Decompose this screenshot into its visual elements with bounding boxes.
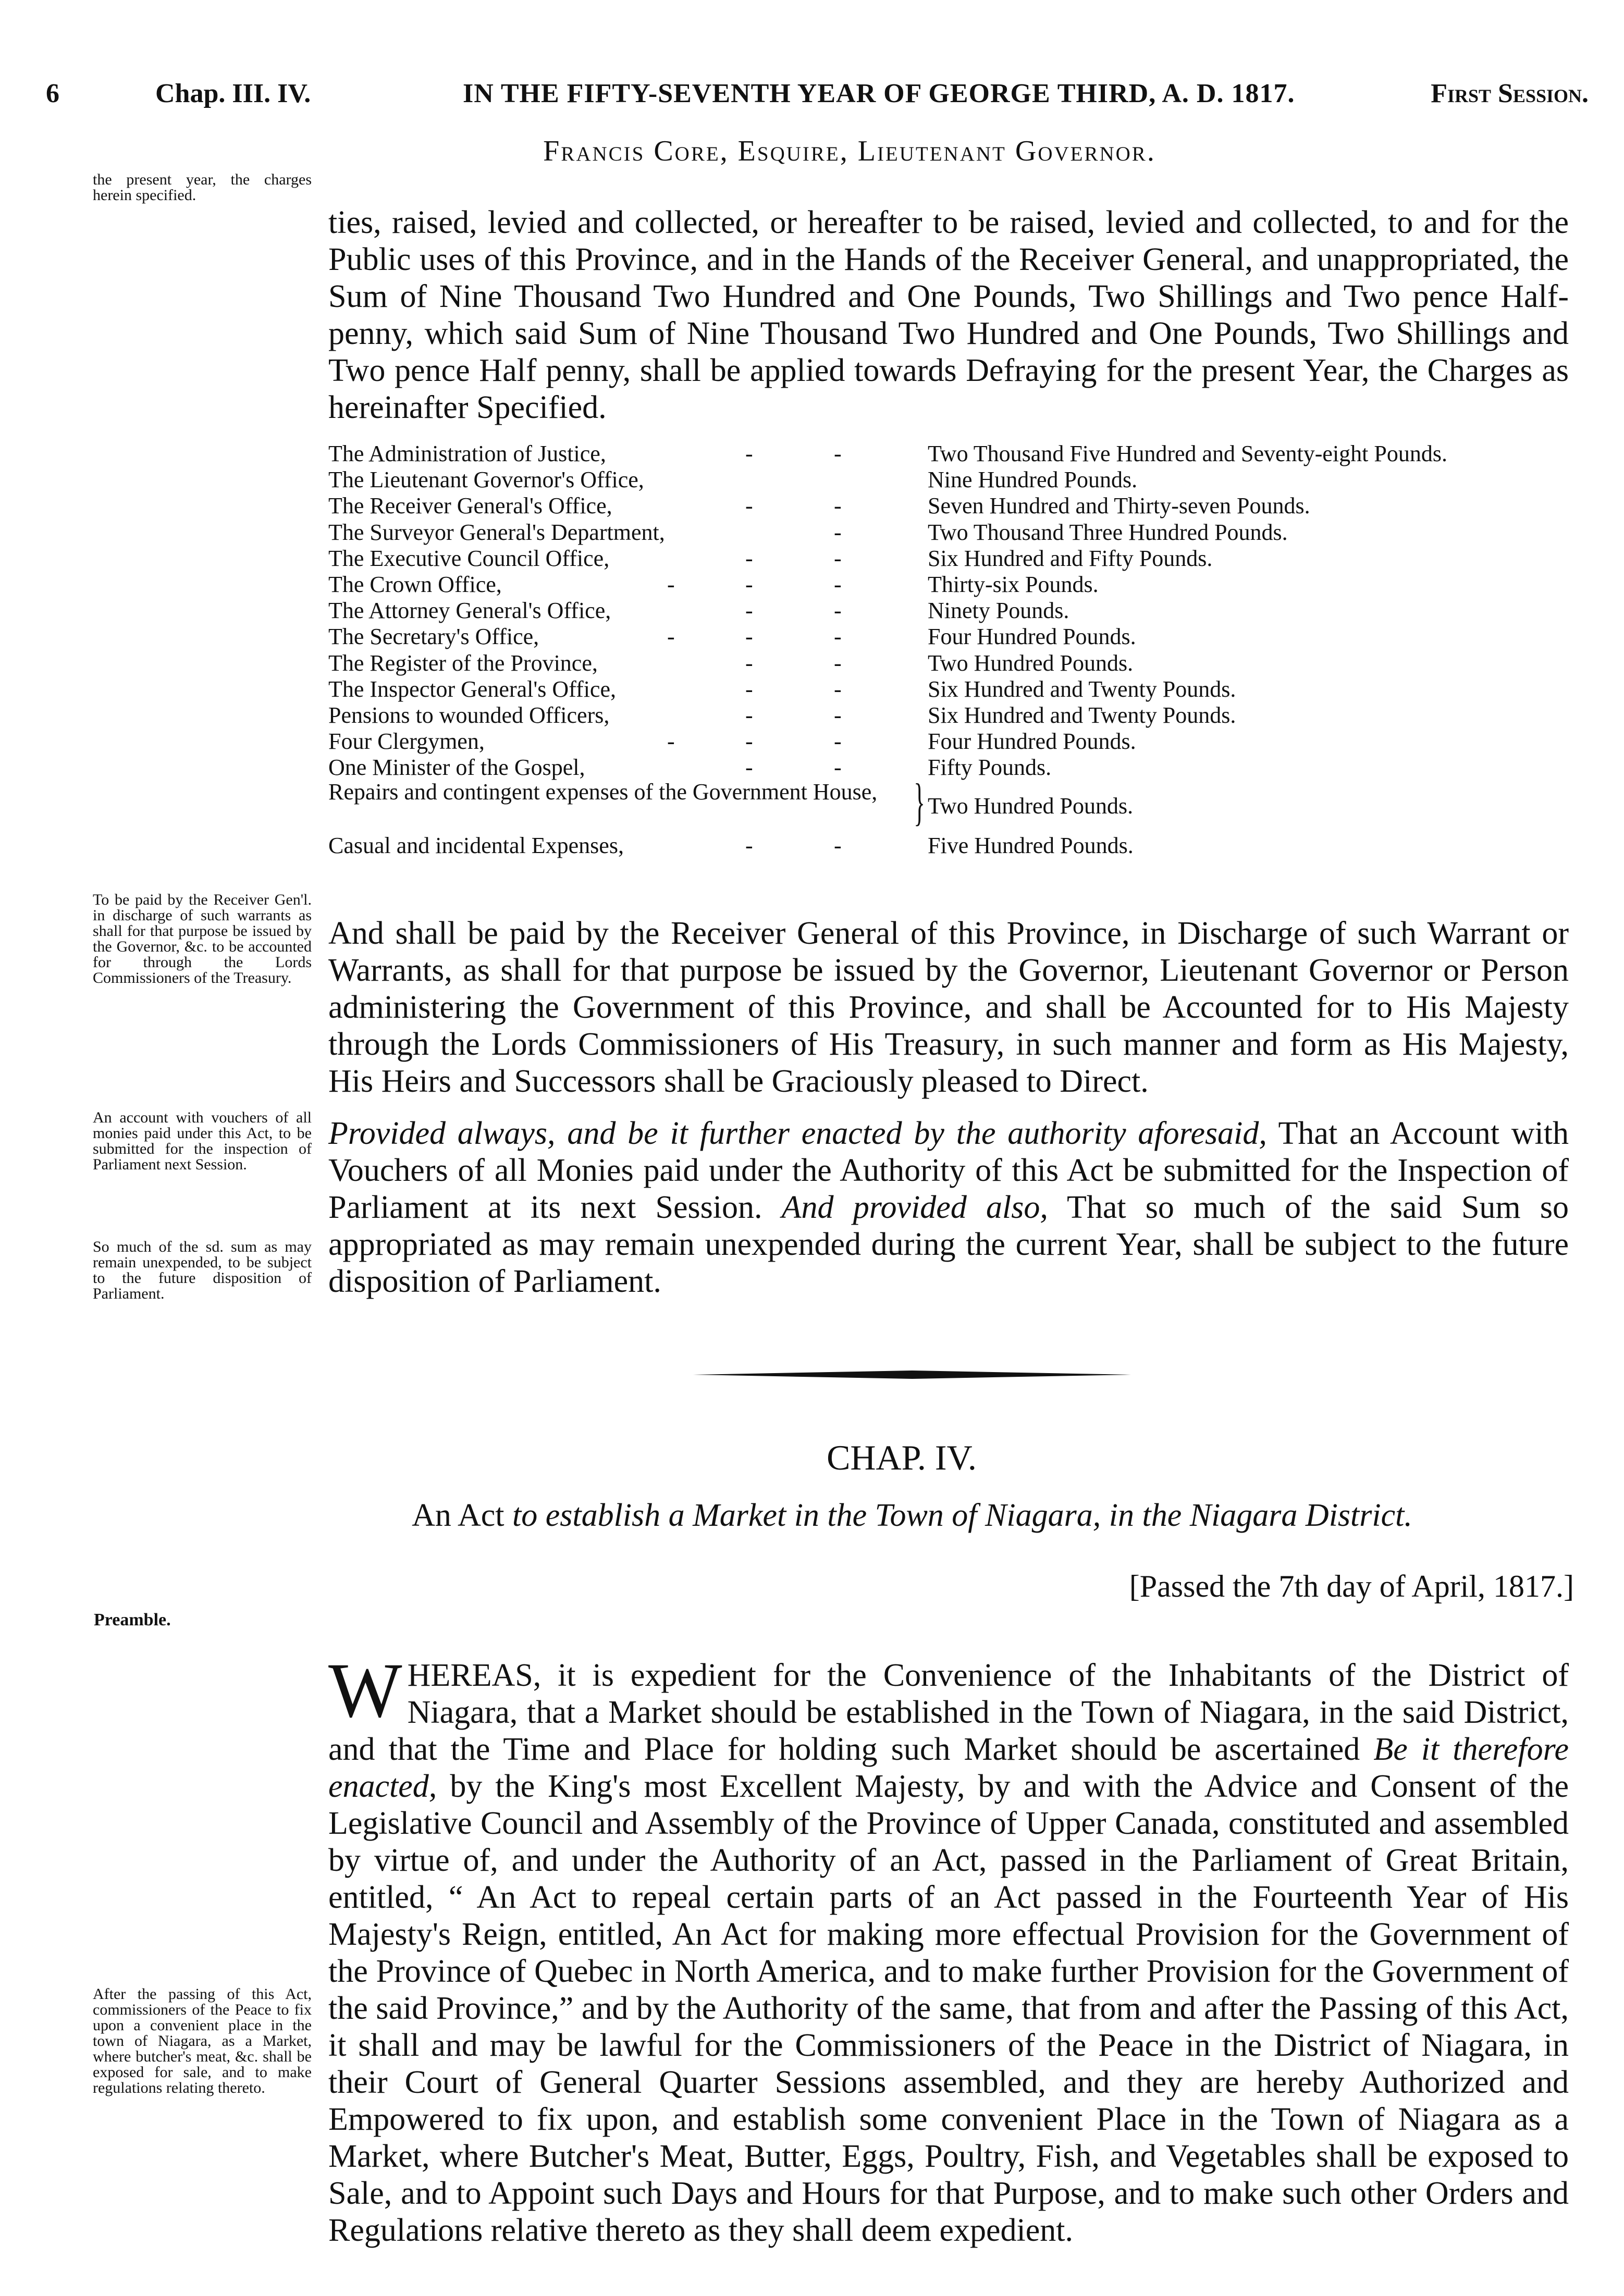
proviso-text: That so much of the said Sum so appropriated as may remain unexpended during the current Year, shall be subject to the future disposition of Parliament. bbox=[328, 1190, 1569, 1299]
row-item: The Executive Council Office, bbox=[328, 545, 610, 571]
market-text: by the King's most Excellent Majesty, by and with the Advice and Consent of the Legislative Council and Assembly of the Province of Upper Canada, constituted and assembled by virtue of, and under the Authority of an Act, passed in the Parliament of Great Britain, entitled, “ An Act to repeal certain parts of an Act passed in the Fourteenth Year of His Majesty's Reign, entitled, An Act for making more effectual Provision for the Government of the Province of Quebec in North America, and to make further Provision for the Government of the said Province,” and by the Authority of the same, that from and after the Passing of this Act, it shall and may be lawful for the Commissioners of the Peace in the District of Niagara, in their Court of General Quarter Sessions assembled, and they are hereby Authorized and Empowered to fix upon, and establish some convenient Place in the Town of Niagara as a Market, where Butcher's Meat, Butter, Eggs, Poultry, Fish, and Vegetables shall be exposed to Sale, and to Appoint such Days and Hours for that Purpose, and to make such other Orders and Regulations relative thereto as they shall deem expedient. bbox=[328, 1769, 1569, 2248]
row-amount: Six Hundred and Twenty Pounds. bbox=[928, 702, 1236, 728]
row-amount: Four Hundred Pounds. bbox=[928, 624, 1136, 650]
row-item: Pensions to wounded Officers, bbox=[328, 702, 610, 728]
margin-note-unexpended: So much of the sd. sum as may remain unexpended, to be subject to the future disposition of Parliament. bbox=[93, 1238, 312, 1302]
table-row bbox=[328, 773, 1590, 832]
row-dash: - bbox=[745, 833, 753, 859]
table-row bbox=[328, 650, 1590, 676]
row-dash: - bbox=[834, 833, 842, 859]
row-dash: - bbox=[834, 729, 842, 755]
row-dash: - bbox=[834, 624, 842, 650]
table-row bbox=[328, 832, 1590, 858]
row-item: The Lieutenant Governor's Office, bbox=[328, 467, 644, 493]
enacting-phrase: Be it therefore enacted, bbox=[328, 1732, 1569, 1804]
row-amount: Ninety Pounds. bbox=[928, 598, 1069, 624]
row-dash: - bbox=[667, 571, 675, 597]
header-title: IN THE FIFTY-SEVENTH YEAR OF GEORGE THIRD, A. D. 1817. bbox=[463, 79, 1295, 108]
row-amount: Two Hundred Pounds. bbox=[928, 650, 1134, 676]
row-dash: - bbox=[745, 624, 753, 650]
row-item: One Minister of the Gospel, bbox=[328, 755, 585, 781]
table-row bbox=[328, 571, 1590, 597]
margin-note-market: After the passing of this Act, commissioners of the Peace to fix upon a convenient place in the town of Niagara, as a Market, where butcher's meat, &c. shall be exposed for sale, and to make regulations relating thereto. bbox=[93, 1985, 312, 2096]
table-row bbox=[328, 623, 1590, 649]
row-amount: Six Hundred and Twenty Pounds. bbox=[928, 676, 1236, 702]
row-item: Casual and incidental Expenses, bbox=[328, 833, 624, 859]
row-dash: - bbox=[834, 493, 842, 519]
row-item: Repairs and contingent expenses of the Government House, bbox=[328, 779, 878, 805]
paragraph-appropriation: ties, raised, levied and collected, or hereafter to be raised, levied and collected, to and for the Public uses of this Province, and in the Hands of the Receiver General, and unappropriated, the Sum of Nine Thousand Two Hundred and One Pounds, Two Shillings and Two pence Half-penny, which said Sum of Nine Thousand Two Hundred and One Pounds, Two Shillings and Two pence Half penny, shall be applied towards Defraying for the present Year, the Charges as hereinafter Specified. bbox=[328, 205, 1569, 425]
row-dash: - bbox=[667, 729, 675, 755]
row-item: The Secretary's Office, bbox=[328, 624, 539, 650]
row-dash: - bbox=[745, 676, 753, 702]
appropriations-table bbox=[328, 440, 1590, 859]
row-dash: - bbox=[834, 676, 842, 702]
running-header bbox=[46, 78, 1589, 115]
row-item: The Crown Office, bbox=[328, 571, 502, 597]
market-text: HEREAS, it is expedient for the Convenience of the Inhabitants of the District of Niagara, that a Market should be established in the Town of Niagara, in the said District, and that the Time and Place for holding such Market should be ascertained bbox=[328, 1658, 1569, 1767]
margin-note-receiver-general: To be paid by the Receiver Gen'l. in discharge of such warrants as shall for that purpose be issued by the Governor, &c. to be accounted for through the Lords Commissioners of the Treasury. bbox=[93, 891, 312, 986]
row-amount: Four Hundred Pounds. bbox=[928, 729, 1136, 755]
row-item: The Receiver General's Office, bbox=[328, 493, 612, 519]
chapter-title: CHAP. IV. bbox=[827, 1438, 977, 1477]
row-dash: - bbox=[834, 545, 842, 571]
row-dash: - bbox=[745, 702, 753, 728]
table-row bbox=[328, 728, 1590, 754]
row-amount: Nine Hundred Pounds. bbox=[928, 467, 1138, 493]
row-amount: Fifty Pounds. bbox=[928, 755, 1052, 781]
row-amount: Two Hundred Pounds. bbox=[928, 793, 1134, 819]
table-row bbox=[328, 754, 1590, 780]
row-dash: - bbox=[834, 650, 842, 676]
row-amount: Seven Hundred and Thirty-seven Pounds. bbox=[928, 493, 1310, 519]
header-session: First Session. bbox=[1431, 79, 1589, 108]
row-amount: Two Thousand Five Hundred and Seventy-eight Pounds. bbox=[928, 441, 1448, 466]
act-title-prefix: An Act bbox=[412, 1498, 512, 1533]
margin-note-account-vouchers: An account with vouchers of all monies paid under this Act, to be submitted for the inspection of Parliament next Session. bbox=[93, 1109, 312, 1173]
passed-date: [Passed the 7th day of April, 1817.] bbox=[1129, 1569, 1574, 1603]
page-number: 6 bbox=[46, 79, 59, 108]
row-item: The Register of the Province, bbox=[328, 650, 598, 676]
paragraph-proviso bbox=[328, 1115, 1569, 1300]
row-dash: - bbox=[745, 545, 753, 571]
table-row bbox=[328, 440, 1590, 466]
row-dash: - bbox=[745, 493, 753, 519]
act-title-rest: to establish a Market in the Town of Niagara, in the Niagara District. bbox=[512, 1498, 1412, 1533]
row-dash: - bbox=[745, 571, 753, 597]
row-dash: - bbox=[745, 598, 753, 624]
table-row bbox=[328, 545, 1590, 571]
row-item: The Surveyor General's Department, bbox=[328, 519, 665, 545]
act-title bbox=[365, 1497, 1459, 1534]
table-row bbox=[328, 676, 1590, 702]
row-amount: Two Thousand Three Hundred Pounds. bbox=[928, 519, 1288, 545]
row-dash: - bbox=[745, 650, 753, 676]
table-row bbox=[328, 492, 1590, 519]
row-dash: - bbox=[834, 598, 842, 624]
row-dash: - bbox=[667, 624, 675, 650]
row-item: The Administration of Justice, bbox=[328, 441, 606, 466]
row-dash: - bbox=[834, 702, 842, 728]
paragraph-market-act bbox=[328, 1647, 1569, 2249]
drop-cap: W bbox=[328, 1647, 402, 1734]
section-divider bbox=[693, 1371, 1131, 1379]
row-dash: - bbox=[745, 441, 753, 466]
row-dash: - bbox=[834, 441, 842, 466]
row-amount: Six Hundred and Fifty Pounds. bbox=[928, 545, 1213, 571]
header-chapter: Chap. III. IV. bbox=[155, 79, 311, 108]
row-item: Four Clergymen, bbox=[328, 729, 485, 755]
row-dash: - bbox=[834, 755, 842, 781]
row-amount: Five Hundred Pounds. bbox=[928, 833, 1134, 859]
governor-subheader: Francis Core, Esquire, Lieutenant Governor. bbox=[543, 135, 1156, 167]
table-row bbox=[328, 597, 1590, 623]
proviso-text: That an Account with Vouchers of all Monies paid under the Authority of this Act be submitted for the Inspection of Parliament at its next Session. bbox=[328, 1116, 1569, 1225]
table-row bbox=[328, 519, 1590, 545]
table-row bbox=[328, 466, 1590, 492]
brace-mark: } bbox=[914, 773, 925, 831]
proviso-phrase: And provided also, bbox=[781, 1190, 1048, 1225]
row-item: The Attorney General's Office, bbox=[328, 598, 611, 624]
proviso-phrase: Provided always, and be it further enacted by the authority aforesaid, bbox=[328, 1116, 1267, 1151]
margin-note-charges: the present year, the charges herein specified. bbox=[93, 171, 312, 204]
row-dash: - bbox=[834, 519, 842, 545]
table-row bbox=[328, 702, 1590, 728]
paragraph-receiver-general: And shall be paid by the Receiver General of this Province, in Discharge of such Warrant or Warrants, as shall for that purpose be issued by the Governor, Lieutenant Governor or Person administering the Government of this Province, and shall be Accounted for to His Majesty through the Lords Commissioners of His Treasury, in such manner and form as His Majesty, His Heirs and Successors shall be Graciously pleased to Direct. bbox=[328, 916, 1569, 1099]
row-dash: - bbox=[834, 571, 842, 597]
row-item: The Inspector General's Office, bbox=[328, 676, 616, 702]
row-dash: - bbox=[745, 729, 753, 755]
row-dash: - bbox=[745, 755, 753, 781]
row-amount: Thirty-six Pounds. bbox=[928, 571, 1099, 597]
margin-note-preamble: Preamble. bbox=[94, 1610, 171, 1630]
